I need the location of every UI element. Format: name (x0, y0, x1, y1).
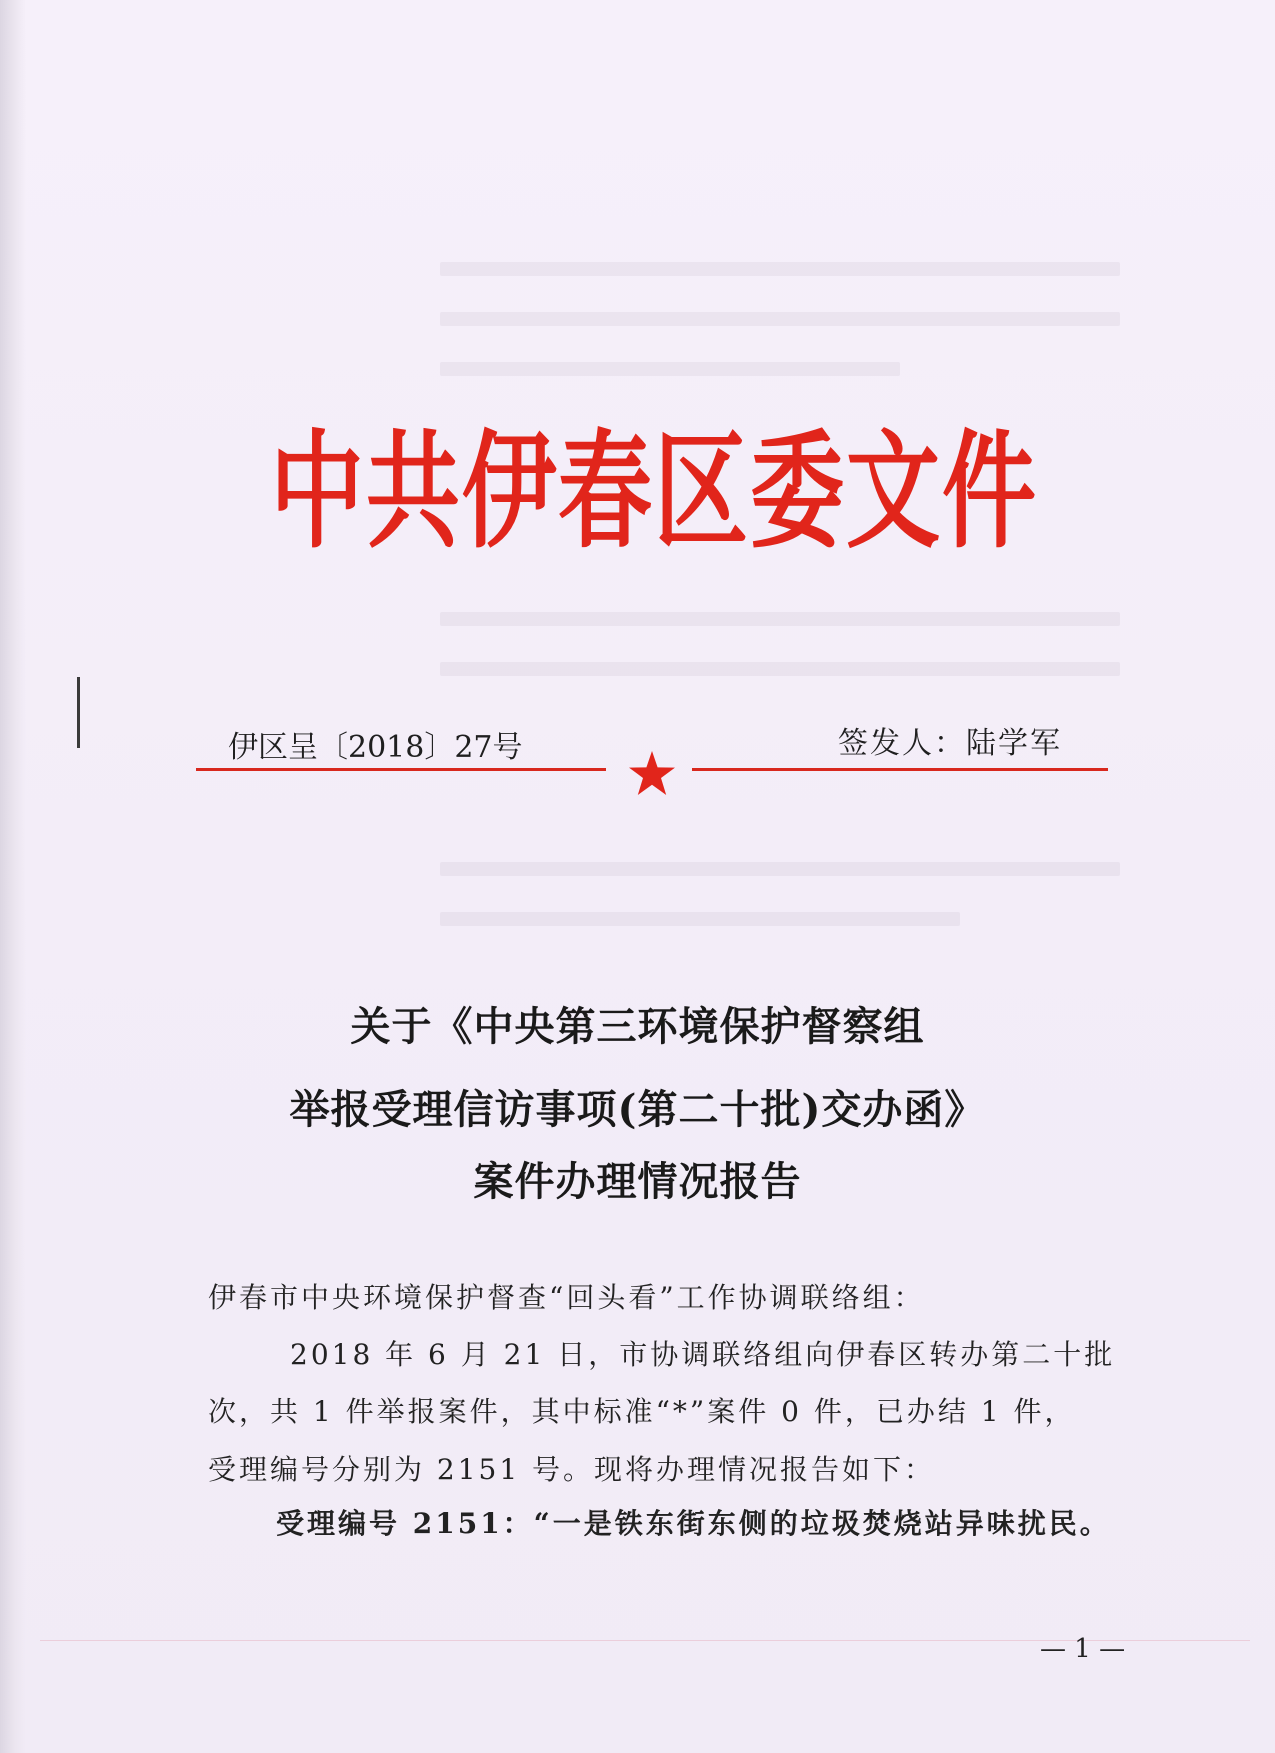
bleed-through-line (440, 362, 900, 376)
bleed-through-line (440, 912, 960, 926)
masthead-title: 中共伊春区委文件 (270, 419, 1039, 567)
header-rule-right (692, 768, 1108, 771)
bleed-through-line (440, 262, 1120, 276)
bleed-through-line (440, 662, 1120, 676)
report-title-line-2: 举报受理信访事项(第二十批)交办函》 (289, 1086, 986, 1133)
salutation: 伊春市中央环境保护督查“回头看”工作协调联络组： (208, 1281, 925, 1314)
red-star-icon (628, 750, 676, 796)
body-text-line: 受理编号分别为 2151 号。现将办理情况报告如下： (208, 1453, 936, 1486)
body-text-line: 次，共 1 件举报案件，其中标准“*”案件 0 件，已办结 1 件， (208, 1395, 1076, 1428)
bleed-through-line (440, 612, 1120, 626)
signer: 签发人：陆学军 (838, 726, 1062, 761)
header-rule-left (196, 768, 606, 771)
report-title-line-1: 关于《中央第三环境保护督察组 (350, 1003, 925, 1050)
binding-mark (77, 677, 80, 748)
bleed-through-line (440, 312, 1120, 326)
body-text-line: 2018 年 6 月 21 日，市协调联络组向伊春区转办第二十批 (290, 1338, 1116, 1371)
page-number: — 1 — (1040, 1634, 1126, 1664)
bleed-through-line (440, 862, 1120, 876)
case-item-heading: 受理编号 2151：“一是铁东街东侧的垃圾焚烧站异味扰民。 (276, 1507, 1111, 1540)
report-title-line-3: 案件办理情况报告 (473, 1158, 802, 1205)
document-number: 伊区呈〔2018〕27号 (228, 730, 523, 765)
